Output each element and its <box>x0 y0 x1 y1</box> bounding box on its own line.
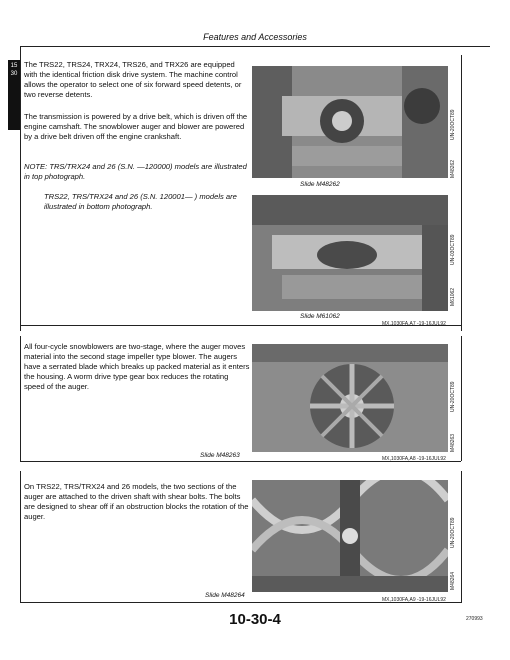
tab-line-2: 30 <box>10 71 18 77</box>
photo-impeller-blower <box>252 344 448 452</box>
section3-paragraph-1: On TRS22, TRS/TRX24 and 26 models, the two sections of the auger are attached to the driven shaft with shear bolts. The bolts are designed to shear off if an obstruction blocks the rotation of the auger. <box>24 482 249 521</box>
page-header-title: Features and Accessories <box>203 32 307 42</box>
section1-paragraph-2: The transmission is powered by a drive belt, which is driven off the engine camshaft. The snowblower auger and blower are powered by a drive belt driven off the engine crankshaft. <box>24 112 248 141</box>
photo2-code-top: UN-03OCT89 <box>450 234 456 265</box>
photo-impeller-blower-illustration <box>252 344 448 452</box>
photo-auger-shear-bolts-illustration <box>252 480 448 592</box>
section3-left-rule <box>20 471 21 603</box>
section1-right-rule <box>461 55 462 331</box>
photo-drive-system-top-illustration <box>252 66 448 178</box>
section2-right-rule <box>461 336 462 461</box>
photo1-code-top: UN-20OCT89 <box>450 109 456 140</box>
photo-drive-system-top <box>252 66 448 178</box>
photo-drive-system-bottom-illustration <box>252 195 448 311</box>
photo-drive-system-bottom <box>252 195 448 311</box>
photo3-slide-label: Slide M48263 <box>200 452 240 459</box>
section1-paragraph-1: The TRS22, TRS24, TRX24, TRS26, and TRX26 are equipped with the identical friction disk drive system. The machine control allows the operator to select one of six forward speed detents, or two reverse detents. <box>24 60 242 99</box>
photo3-code-top: UN-20OCT89 <box>450 381 456 412</box>
document-number: 270993 <box>466 616 483 622</box>
photo2-code-bottom: M61062 <box>450 287 456 306</box>
photo1-code-bottom: M48262 <box>450 159 456 178</box>
section3-right-rule <box>461 471 462 603</box>
photo4-code-bottom: M48264 <box>450 571 456 590</box>
section1-note-2: TRS22, TRS/TRX24 and 26 (S.N. 120001— ) models are illustrated in bottom photograph. <box>44 192 237 211</box>
tab-line-1: 15 <box>10 63 18 69</box>
section-tab <box>8 60 20 130</box>
header-rule <box>20 46 490 47</box>
page-number: 10-30-4 <box>229 611 281 628</box>
photo3-code-bottom: M48263 <box>450 433 456 452</box>
photo2-slide-label: Slide M61062 <box>300 313 340 320</box>
photo4-slide-label: Slide M48264 <box>205 592 245 599</box>
section1-footer-code: MX,1030FA,A7 -19-16JUL92 <box>382 321 446 327</box>
photo1-slide-label: Slide M48262 <box>300 181 340 188</box>
section1-left-rule <box>20 46 21 331</box>
photo-auger-shear-bolts <box>252 480 448 592</box>
section3-footer-code: MX,1030FA,A9 -19-16JUL92 <box>382 597 446 603</box>
photo4-code-top: UN-20OCT89 <box>450 517 456 548</box>
section2-paragraph-1: All four-cycle snowblowers are two-stage, where the auger moves material into the second stage impeller type blower. The augers have a serrated blade which breaks up packed material as it enters the housing. A worm drive type gear box reduces the rotating speed of the auger. <box>24 342 250 391</box>
section1-note-1: NOTE: TRS/TRX24 and 26 (S.N. —120000) models are illustrated in top photograph. <box>24 162 247 181</box>
section2-footer-code: MX,1030FA,A8 -19-16JUL92 <box>382 456 446 462</box>
section2-left-rule <box>20 336 21 461</box>
